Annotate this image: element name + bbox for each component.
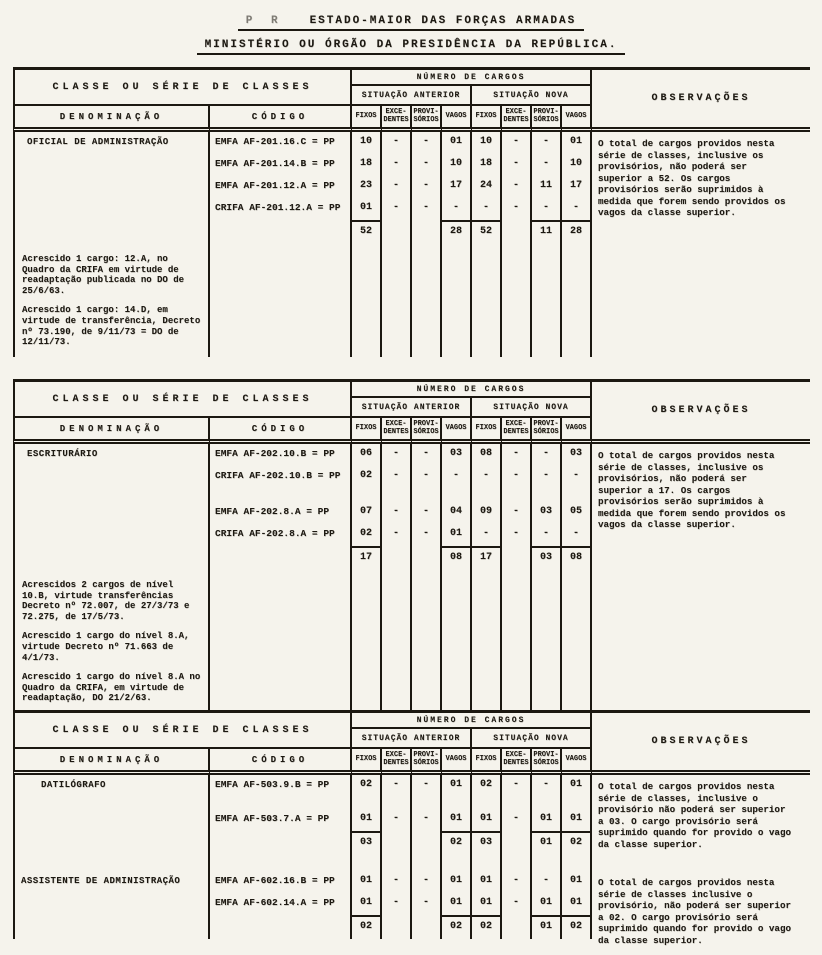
header-denominacao: DENOMINAÇÃO <box>13 106 210 132</box>
num-cell: - <box>412 132 442 154</box>
spacer-cell <box>562 244 592 357</box>
header-col-vagos: VAGOS <box>562 749 592 775</box>
num-cell: - <box>382 444 412 466</box>
num-cell: 01 <box>472 809 502 831</box>
num-cell: 17 <box>442 176 472 198</box>
header-col-fixos: FIXOS <box>352 106 382 132</box>
total-cell: 52 <box>352 220 382 244</box>
total-cell <box>502 831 532 855</box>
header-situacao-anterior: SITUAÇÃO ANTERIOR <box>352 398 472 418</box>
header-denominacao: DENOMINAÇÃO <box>13 418 210 444</box>
num-cell: 02 <box>352 524 382 546</box>
num-cell: - <box>412 809 442 831</box>
total-cell <box>382 915 412 939</box>
header-col-fixos: FIXOS <box>472 106 502 132</box>
spacer-cell <box>472 855 502 871</box>
note-paragraph: Acrescido 1 cargo do nível 8.A no Quadro da CRIFA, em virtude de readaptação, DO 21/2/63. <box>22 672 201 704</box>
total-cell <box>502 220 532 244</box>
header-observacoes: OBSERVAÇÕES <box>592 70 810 132</box>
num-cell: - <box>502 893 532 915</box>
num-cell: - <box>502 775 532 797</box>
header-codigo: CÓDIGO <box>210 106 352 132</box>
spacer-cell <box>532 797 562 809</box>
total-cell: 17 <box>472 546 502 570</box>
total-cell: 02 <box>562 915 592 939</box>
total-cell: 02 <box>442 915 472 939</box>
note-paragraph: Acrescido 1 cargo: 12.A, no Quadro da CRIFA em virtude de readaptação publicada no DO de 25/6/63. <box>22 254 185 296</box>
table-datilografo-assistente <box>13 710 810 946</box>
num-cell: - <box>382 524 412 546</box>
codigo-value: CRIFA AF-201.12.A = PP <box>210 198 352 220</box>
codigo-value: EMFA AF-503.7.A = PP <box>210 809 352 831</box>
header-col-vagos: VAGOS <box>442 749 472 775</box>
note-paragraph: Acrescido 1 cargo do nível 8.A, virtude Decreto nº 71.663 de 4/1/73. <box>22 631 190 663</box>
total-cell: 03 <box>532 546 562 570</box>
num-cell: - <box>412 893 442 915</box>
header-classe-ou-serie: CLASSE OU SÉRIE DE CLASSES <box>13 713 352 749</box>
num-cell: - <box>502 176 532 198</box>
num-cell: 01 <box>562 893 592 915</box>
spacer-cell <box>210 488 352 502</box>
num-cell: 03 <box>442 444 472 466</box>
spacer-cell <box>352 570 382 713</box>
spacer-cell <box>210 570 352 713</box>
num-cell: - <box>502 444 532 466</box>
codigo-value: EMFA AF-201.14.B = PP <box>210 154 352 176</box>
header-col-vagos: VAGOS <box>562 418 592 444</box>
note-paragraph: Acrescido 1 cargo: 14.D, em virtude de transferência, Decreto nº 73.190, de 9/11/73 = DO de 12/11/73. <box>22 305 201 348</box>
num-cell: - <box>412 444 442 466</box>
num-cell: - <box>502 524 532 546</box>
total-cell <box>382 220 412 244</box>
num-cell: 02 <box>352 775 382 797</box>
total-cell <box>412 915 442 939</box>
spacer-cell <box>472 570 502 713</box>
notes-block <box>13 570 210 713</box>
total-cell: 52 <box>472 220 502 244</box>
observacoes-text: O total de cargos providos nesta série de classes, inclusive os provisórios, não poderá ser superior a 17. Os cargos provisórios serão suprimidos à medida que forem sendo providos os vagos da classe superior. <box>598 450 786 530</box>
num-cell: 01 <box>562 871 592 893</box>
num-cell: - <box>532 775 562 797</box>
spacer-cell <box>412 855 442 871</box>
codigo-value: EMFA AF-602.16.B = PP <box>210 871 352 893</box>
codigo-value: EMFA AF-201.16.C = PP <box>210 132 352 154</box>
num-cell: - <box>472 524 502 546</box>
total-cell: 01 <box>532 915 562 939</box>
spacer-cell <box>472 244 502 357</box>
header-col-vagos: VAGOS <box>442 418 472 444</box>
num-cell: - <box>502 198 532 220</box>
header-col-excedentes: EXCE-DENTES <box>502 418 532 444</box>
header-col-excedentes: EXCE-DENTES <box>382 418 412 444</box>
spacer-cell <box>562 488 592 502</box>
denominacao-value: DATILÓGRAFO <box>13 775 210 855</box>
header-codigo: CÓDIGO <box>210 418 352 444</box>
spacer-cell <box>502 855 532 871</box>
header-col-fixos: FIXOS <box>472 749 502 775</box>
total-cell <box>382 546 412 570</box>
num-cell: 01 <box>472 871 502 893</box>
spacer-cell <box>472 488 502 502</box>
total-cell: 02 <box>352 915 382 939</box>
table-escriturario <box>13 379 810 713</box>
spacer-cell <box>382 488 412 502</box>
num-cell: - <box>412 502 442 524</box>
codigo-value: EMFA AF-202.10.B = PP <box>210 444 352 466</box>
spacer-cell <box>210 220 352 244</box>
total-cell: 17 <box>352 546 382 570</box>
num-cell: 04 <box>442 502 472 524</box>
num-cell: - <box>382 466 412 488</box>
observacoes-text: O total de cargos providos nesta série de classes, inclusive os provisórios, não poderá ser superior a 52. Os cargos provisórios serão suprimidos à medida que forem sendo providos os vagos da classe superior. <box>598 138 786 218</box>
num-cell: - <box>562 524 592 546</box>
header-situacao-nova: SITUAÇÃO NOVA <box>472 729 592 749</box>
num-cell: - <box>382 502 412 524</box>
num-cell: - <box>502 502 532 524</box>
header-col-provisorios: PROVI-SÓRIOS <box>412 749 442 775</box>
spacer-cell <box>352 797 382 809</box>
num-cell: 18 <box>472 154 502 176</box>
spacer-cell <box>210 915 352 939</box>
num-cell: 03 <box>532 502 562 524</box>
header-situacao-anterior: SITUAÇÃO ANTERIOR <box>352 86 472 106</box>
num-cell: - <box>532 871 562 893</box>
observacoes-text: O total de cargos providos nesta série de classes inclusive o provisório, não poderá ser superior a 02. O cargo provisório será suprimido quando for provido o vago da classe superior. <box>598 877 791 946</box>
stamp-mark: P R <box>245 15 284 27</box>
num-cell: - <box>412 775 442 797</box>
header-col-provisorios: PROVI-SÓRIOS <box>532 749 562 775</box>
num-cell: 24 <box>472 176 502 198</box>
num-cell: 10 <box>562 154 592 176</box>
num-cell: - <box>532 198 562 220</box>
num-cell: - <box>412 524 442 546</box>
num-cell: - <box>382 132 412 154</box>
header-col-fixos: FIXOS <box>352 418 382 444</box>
num-cell: - <box>382 809 412 831</box>
num-cell: - <box>382 154 412 176</box>
total-cell <box>412 831 442 855</box>
denominacao-value: OFICIAL DE ADMINISTRAÇÃO <box>13 132 210 244</box>
total-cell: 28 <box>562 220 592 244</box>
total-cell: 11 <box>532 220 562 244</box>
codigo-value: EMFA AF-503.9.B = PP <box>210 775 352 797</box>
spacer-cell <box>382 244 412 357</box>
num-cell: 10 <box>472 132 502 154</box>
num-cell: 01 <box>532 893 562 915</box>
num-cell: - <box>532 466 562 488</box>
total-cell: 08 <box>442 546 472 570</box>
spacer-cell <box>472 797 502 809</box>
spacer-cell <box>382 855 412 871</box>
observacoes-text: O total de cargos providos nesta série de classes, inclusive o provisório não poderá ser superior a 03. O cargo provisório será suprimido quando for provido o vago da classe superior. <box>598 781 791 850</box>
num-cell: - <box>502 871 532 893</box>
denominacao-value: ASSISTENTE DE ADMINISTRAÇÃO <box>13 871 210 939</box>
spacer-cell <box>442 570 472 713</box>
header-codigo: CÓDIGO <box>210 749 352 775</box>
header-col-vagos: VAGOS <box>442 106 472 132</box>
spacer-cell <box>352 244 382 357</box>
num-cell: 17 <box>562 176 592 198</box>
header-line-2 <box>197 39 626 55</box>
num-cell: - <box>442 198 472 220</box>
total-cell: 01 <box>532 831 562 855</box>
header-col-provisorios: PROVI-SÓRIOS <box>532 418 562 444</box>
num-cell: 07 <box>352 502 382 524</box>
header-numero-de-cargos: NÚMERO DE CARGOS <box>352 382 592 398</box>
total-cell: 03 <box>352 831 382 855</box>
num-cell: 01 <box>352 809 382 831</box>
spacer-cell <box>412 488 442 502</box>
header-col-fixos: FIXOS <box>472 418 502 444</box>
spacer-cell <box>442 797 472 809</box>
num-cell: - <box>382 775 412 797</box>
table-oficial-de-administracao <box>13 67 810 357</box>
num-cell: - <box>382 176 412 198</box>
num-cell: 01 <box>442 524 472 546</box>
total-cell: 02 <box>562 831 592 855</box>
header-title-2: MINISTÉRIO OU ÓRGÃO DA PRESIDÊNCIA DA REPÚBLICA. <box>204 39 618 51</box>
header-col-excedentes: EXCE-DENTES <box>502 749 532 775</box>
spacer-cell <box>210 244 352 357</box>
spacer-cell <box>382 797 412 809</box>
header-situacao-anterior: SITUAÇÃO ANTERIOR <box>352 729 472 749</box>
num-cell: 02 <box>352 466 382 488</box>
num-cell: - <box>502 132 532 154</box>
spacer-cell <box>210 855 352 871</box>
total-cell <box>502 546 532 570</box>
notes-block <box>13 244 210 357</box>
codigo-value: EMFA AF-201.12.A = PP <box>210 176 352 198</box>
spacer-cell <box>210 831 352 855</box>
num-cell: 11 <box>532 176 562 198</box>
num-cell: 01 <box>442 809 472 831</box>
header-observacoes: OBSERVAÇÕES <box>592 713 810 775</box>
num-cell: 01 <box>352 871 382 893</box>
header-situacao-nova: SITUAÇÃO NOVA <box>472 86 592 106</box>
num-cell: - <box>472 466 502 488</box>
spacer-cell <box>532 488 562 502</box>
num-cell: 01 <box>532 809 562 831</box>
total-cell <box>502 915 532 939</box>
spacer-cell <box>442 855 472 871</box>
num-cell: 01 <box>352 198 382 220</box>
num-cell: - <box>532 132 562 154</box>
header-col-provisorios: PROVI-SÓRIOS <box>412 418 442 444</box>
header-denominacao: DENOMINAÇÃO <box>13 749 210 775</box>
spacer-cell <box>13 855 210 871</box>
total-cell: 03 <box>472 831 502 855</box>
num-cell: - <box>382 198 412 220</box>
total-cell: 28 <box>442 220 472 244</box>
num-cell: 01 <box>562 809 592 831</box>
num-cell: 01 <box>442 871 472 893</box>
num-cell: 23 <box>352 176 382 198</box>
header-classe-ou-serie: CLASSE OU SÉRIE DE CLASSES <box>13 382 352 418</box>
denominacao-value: ESCRITURÁRIO <box>13 444 210 570</box>
header-col-provisorios: PROVI-SÓRIOS <box>412 106 442 132</box>
note-paragraph: Acrescidos 2 cargos de nível 10.B, virtude transferências Decreto nº 72.007, de 27/3/73 e 72.275, de 17/5/73. <box>22 580 190 622</box>
spacer-cell <box>562 570 592 713</box>
header-classe-ou-serie: CLASSE OU SÉRIE DE CLASSES <box>13 70 352 106</box>
codigo-value: CRIFA AF-202.10.B = PP <box>210 466 352 488</box>
header-observacoes: OBSERVAÇÕES <box>592 382 810 444</box>
spacer-cell <box>502 488 532 502</box>
header-col-excedentes: EXCE-DENTES <box>382 106 412 132</box>
header-col-vagos: VAGOS <box>562 106 592 132</box>
spacer-cell <box>382 570 412 713</box>
num-cell: 09 <box>472 502 502 524</box>
header-col-fixos: FIXOS <box>352 749 382 775</box>
spacer-cell <box>562 797 592 809</box>
num-cell: 18 <box>352 154 382 176</box>
spacer-cell <box>502 797 532 809</box>
num-cell: 08 <box>472 444 502 466</box>
num-cell: 10 <box>352 132 382 154</box>
spacer-cell <box>442 488 472 502</box>
total-cell <box>412 220 442 244</box>
num-cell: - <box>412 154 442 176</box>
total-cell <box>412 546 442 570</box>
header-col-excedentes: EXCE-DENTES <box>502 106 532 132</box>
header-line-1 <box>238 15 584 31</box>
total-cell: 02 <box>472 915 502 939</box>
num-cell: - <box>412 871 442 893</box>
spacer-cell <box>210 797 352 809</box>
num-cell: - <box>412 466 442 488</box>
spacer-cell <box>442 244 472 357</box>
total-cell <box>382 831 412 855</box>
num-cell: 03 <box>562 444 592 466</box>
spacer-cell <box>412 244 442 357</box>
codigo-value: EMFA AF-202.8.A = PP <box>210 502 352 524</box>
header-numero-de-cargos: NÚMERO DE CARGOS <box>352 713 592 729</box>
spacer-cell <box>532 570 562 713</box>
num-cell: 01 <box>442 775 472 797</box>
num-cell: - <box>532 444 562 466</box>
num-cell: - <box>502 154 532 176</box>
num-cell: 10 <box>442 154 472 176</box>
num-cell: 01 <box>352 893 382 915</box>
spacer-cell <box>412 797 442 809</box>
num-cell: 05 <box>562 502 592 524</box>
document-header <box>0 10 822 55</box>
header-title-1: ESTADO-MAIOR DAS FORÇAS ARMADAS <box>309 15 577 27</box>
num-cell: - <box>532 154 562 176</box>
num-cell: - <box>412 198 442 220</box>
num-cell: 02 <box>472 775 502 797</box>
spacer-cell <box>562 855 592 871</box>
num-cell: 01 <box>562 775 592 797</box>
codigo-value: CRIFA AF-202.8.A = PP <box>210 524 352 546</box>
num-cell: 01 <box>442 893 472 915</box>
num-cell: - <box>502 466 532 488</box>
spacer-cell <box>502 570 532 713</box>
num-cell: - <box>442 466 472 488</box>
num-cell: - <box>412 176 442 198</box>
spacer-cell <box>352 488 382 502</box>
num-cell: - <box>502 809 532 831</box>
num-cell: 01 <box>442 132 472 154</box>
num-cell: 01 <box>472 893 502 915</box>
num-cell: 01 <box>562 132 592 154</box>
spacer-cell <box>532 244 562 357</box>
num-cell: - <box>382 893 412 915</box>
num-cell: - <box>472 198 502 220</box>
num-cell: 06 <box>352 444 382 466</box>
num-cell: - <box>382 871 412 893</box>
total-cell: 02 <box>442 831 472 855</box>
spacer-cell <box>352 855 382 871</box>
codigo-value: EMFA AF-602.14.A = PP <box>210 893 352 915</box>
header-situacao-nova: SITUAÇÃO NOVA <box>472 398 592 418</box>
total-cell: 08 <box>562 546 592 570</box>
header-col-provisorios: PROVI-SÓRIOS <box>532 106 562 132</box>
spacer-cell <box>412 570 442 713</box>
num-cell: - <box>562 466 592 488</box>
header-col-excedentes: EXCE-DENTES <box>382 749 412 775</box>
spacer-cell <box>532 855 562 871</box>
num-cell: - <box>562 198 592 220</box>
spacer-cell <box>210 546 352 570</box>
num-cell: - <box>532 524 562 546</box>
spacer-cell <box>502 244 532 357</box>
header-numero-de-cargos: NÚMERO DE CARGOS <box>352 70 592 86</box>
